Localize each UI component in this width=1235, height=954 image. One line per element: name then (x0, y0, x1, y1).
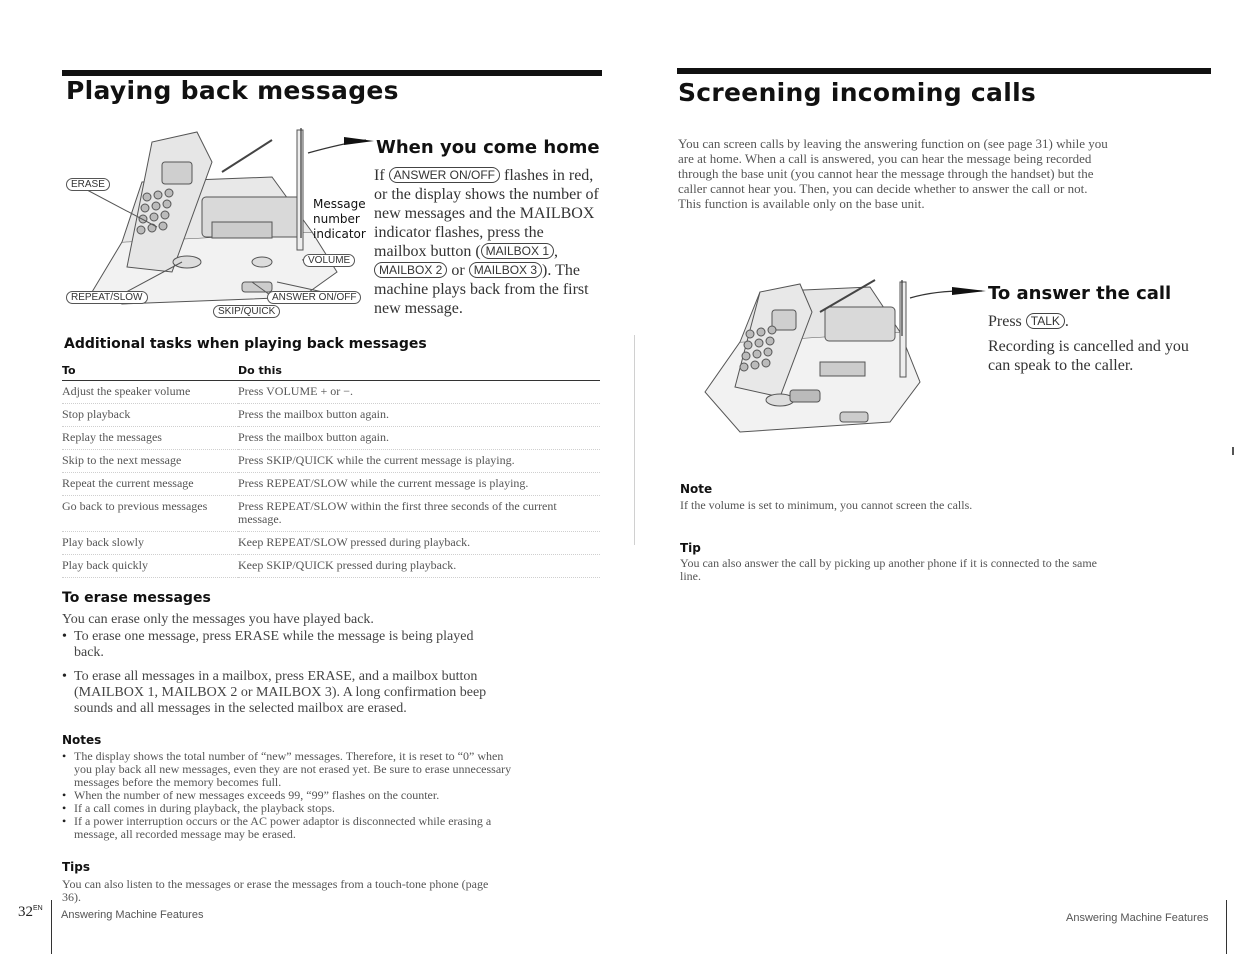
task-to: Stop playback (62, 404, 238, 427)
skip-quick-key-label: SKIP/QUICK (213, 305, 280, 318)
task-to: Repeat the current message (62, 473, 238, 496)
answer-onoff-key: ANSWER ON/OFF (389, 167, 500, 183)
to-answer-press-line (988, 312, 1208, 331)
text-open-paren: ( (475, 243, 481, 260)
col-do-header: Do this (238, 364, 600, 381)
mailbox3-key: MAILBOX 3 (469, 262, 542, 278)
table-row (62, 450, 600, 473)
mailbox2-key: MAILBOX 2 (374, 262, 447, 278)
task-to: Adjust the speaker volume (62, 381, 238, 404)
page-number-value: 32 (18, 904, 33, 920)
text-press: Press (988, 313, 1022, 330)
page-divider-right (1226, 900, 1227, 954)
when-you-come-home-heading: When you come home (376, 137, 600, 158)
footer-right: Answering Machine Features (1066, 912, 1209, 924)
title-rule-right (677, 68, 1211, 74)
task-to: Play back quickly (62, 555, 238, 578)
table-row (62, 381, 600, 404)
screening-intro: You can screen calls by leaving the answering function on (see page 31) while you are at home. When a call is answered, you can hear the message being recorded through the base unit (you cannot hear the message through the handset) but the caller cannot hear you. Then, you can decide whether to answer the call or not. This function is available only on the base unit. (678, 136, 1108, 211)
message-number-indicator-label: Message number indicator (313, 197, 366, 241)
page-title-left: Playing back messages (66, 76, 399, 105)
talk-key: TALK (1026, 313, 1065, 329)
task-do: Keep REPEAT/SLOW pressed during playback. (238, 532, 600, 555)
text-comma: , (554, 243, 559, 260)
erase-bullet-all: • To erase all messages in a mailbox, press ERASE, and a mailbox button (MAILBOX 1, MAILBOX 2 or MAILBOX 3). A long confirmation beep sounds and all messages in the selected mailbox are erased. (62, 669, 492, 717)
note-heading: Note (680, 482, 713, 496)
additional-tasks-heading: Additional tasks when playing back messages (64, 336, 427, 352)
notes-heading: Notes (62, 733, 102, 747)
erase-intro: You can erase only the messages you have played back. (62, 612, 374, 627)
erase-bullet-one: • To erase one message, press ERASE while the message is being played back. (62, 629, 492, 661)
text-or: or (451, 262, 465, 279)
text-if: If (374, 167, 385, 184)
text-plays-back: ). The machine plays back from the first new message. (374, 262, 589, 317)
note-item: • When the number of new messages exceeds 99, “99” flashes on the counter. (62, 789, 512, 802)
text-period: . (1064, 313, 1069, 330)
note-text: If the volume is set to minimum, you cannot screen the calls. (680, 498, 973, 512)
task-do: Press SKIP/QUICK while the current message is playing. (238, 450, 600, 473)
phone-base-illustration-right (700, 272, 930, 442)
to-erase-heading: To erase messages (62, 590, 211, 606)
page-divider-left (51, 900, 52, 954)
table-row (62, 555, 600, 578)
answer-onoff-key-label: ANSWER ON/OFF (267, 291, 361, 304)
tip-heading: Tip (680, 541, 701, 555)
table-row (62, 532, 600, 555)
additional-tasks-table (62, 364, 600, 578)
tip-text: You can also answer the call by picking up another phone if it is connected to the same line. (680, 556, 1098, 583)
task-do: Press the mailbox button again. (238, 404, 600, 427)
repeat-slow-key-label: REPEAT/SLOW (66, 291, 148, 304)
note-item: • If a call comes in during playback, the playback stops. (62, 802, 512, 815)
erase-key-label: ERASE (66, 178, 110, 191)
gutter-line (634, 335, 635, 545)
mailbox1-key: MAILBOX 1 (481, 243, 554, 259)
when-you-come-home-text (374, 166, 600, 318)
task-do: Press the mailbox button again. (238, 427, 600, 450)
edge-mark (1232, 447, 1234, 455)
table-header-row (62, 364, 600, 381)
callout-arrow-right (900, 276, 990, 336)
task-to: Play back slowly (62, 532, 238, 555)
table-row (62, 496, 600, 532)
task-do: Press VOLUME + or −. (238, 381, 600, 404)
task-to: Go back to previous messages (62, 496, 238, 532)
table-row (62, 427, 600, 450)
table-row (62, 404, 600, 427)
tips-heading: Tips (62, 860, 91, 874)
note-item: • If a power interruption occurs or the AC power adaptor is disconnected while erasing a message, all recorded message may be erased. (62, 815, 512, 841)
page-title-right: Screening incoming calls (678, 78, 1037, 107)
text-flashes: flashes in red, or the display shows the number of new messages and the MAILBOX indicator flashes, press the mailbox button (374, 167, 599, 260)
tips-text: You can also listen to the messages or erase the messages from a touch-tone phone (page 36). (62, 877, 489, 904)
to-answer-heading: To answer the call (988, 283, 1172, 304)
page-number (18, 904, 43, 921)
notes-list (62, 750, 512, 841)
task-to: Skip to the next message (62, 450, 238, 473)
task-do: Keep SKIP/QUICK pressed during playback. (238, 555, 600, 578)
table-row (62, 473, 600, 496)
page-number-suffix: EN (33, 905, 43, 912)
to-erase-section (62, 612, 492, 717)
footer-left: Answering Machine Features (61, 909, 204, 921)
volume-key-label: VOLUME (303, 254, 355, 267)
task-to: Replay the messages (62, 427, 238, 450)
to-answer-text: Recording is cancelled and you can speak to the caller. (988, 338, 1189, 374)
col-to-header: To (62, 364, 238, 381)
task-do: Press REPEAT/SLOW within the first three seconds of the current message. (238, 496, 600, 532)
task-do: Press REPEAT/SLOW while the current message is playing. (238, 473, 600, 496)
note-item: • The display shows the total number of “new” messages. Therefore, it is reset to “0” when you play back all new messages, even they are not erased yet. Be sure to erase unnecessary messages before the memory becomes full. (62, 750, 512, 789)
